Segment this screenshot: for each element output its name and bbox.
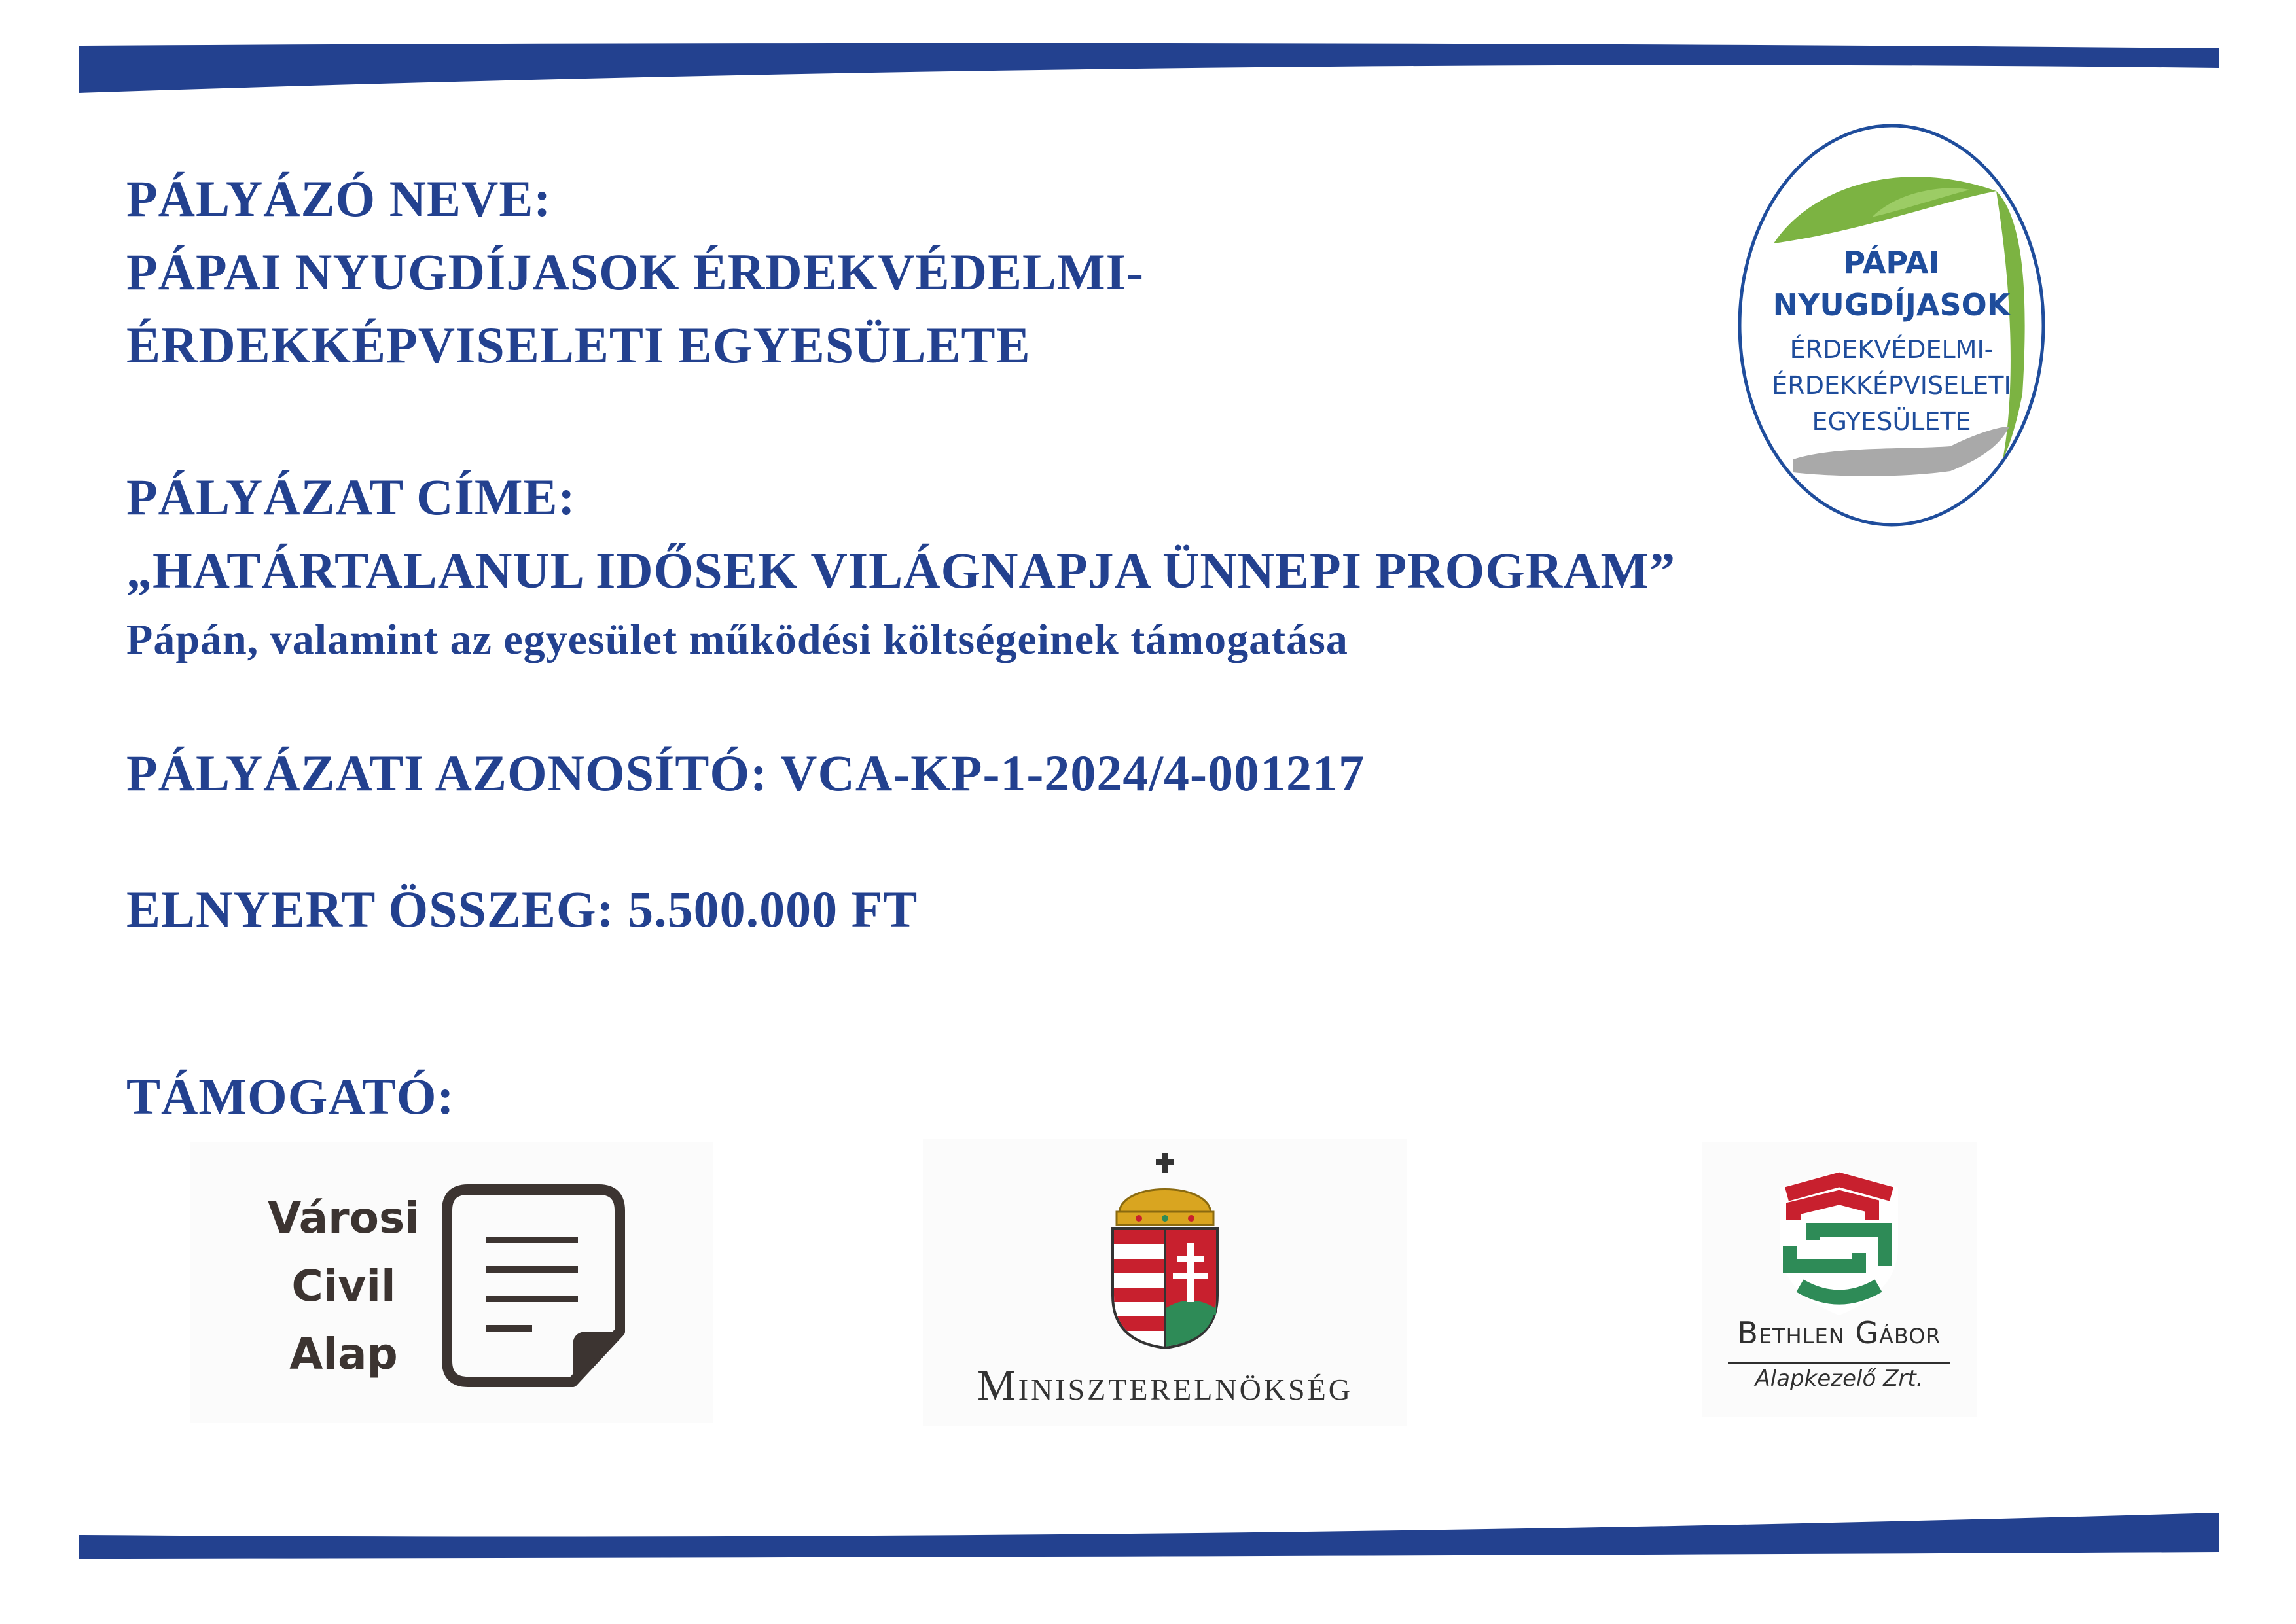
vca-wordmark xyxy=(265,1184,422,1388)
project-title: „HATÁRTALANUL IDŐSEK VILÁGNAPJA ÜNNEPI PROGRAM” xyxy=(126,542,1676,599)
logo-line3: ÉRDEKVÉDELMI- xyxy=(1789,335,1994,364)
hungarian-coat-of-arms-icon xyxy=(1100,1152,1230,1351)
bottom-band xyxy=(0,1511,2296,1577)
association-logo xyxy=(1734,119,2049,531)
project-identifier: PÁLYÁZATI AZONOSÍTÓ: VCA-KP-1-2024/4-001217 xyxy=(126,745,1365,802)
vca-line3: Alap xyxy=(289,1329,398,1379)
sprout-hand-icon xyxy=(1734,119,2049,531)
ministry-name: Miniszterelnökség xyxy=(977,1362,1353,1409)
top-band xyxy=(0,39,2296,98)
awarded-amount: ELNYERT ÖSSZEG: 5.500.000 FT xyxy=(126,881,918,938)
logo-line5: EGYESÜLETE xyxy=(1812,407,1971,436)
project-label: PÁLYÁZAT CÍME: xyxy=(126,468,576,525)
bga-emblem-icon xyxy=(1774,1168,1905,1318)
applicant-name-line2: ÉRDEKKÉPVISELETI EGYESÜLETE xyxy=(126,317,1031,374)
applicant-label: PÁLYÁZÓ NEVE: xyxy=(126,170,552,227)
bga-divider xyxy=(1728,1362,1950,1364)
project-subtitle: Pápán, valamint az egyesület működési költségeinek támogatása xyxy=(126,616,1348,663)
sponsor-label: TÁMOGATÓ: xyxy=(126,1068,455,1125)
vca-logo xyxy=(190,1142,713,1423)
vca-line2: Civil xyxy=(291,1261,396,1311)
ministry-logo xyxy=(923,1139,1407,1426)
applicant-name-line1: PÁPAI NYUGDÍJASOK ÉRDEKVÉDELMI- xyxy=(126,243,1144,300)
vca-line1: Városi xyxy=(268,1193,420,1243)
bga-logo xyxy=(1702,1142,1977,1417)
bga-subtitle: Alapkezelő Zrt. xyxy=(1755,1366,1924,1392)
bga-name: Bethlen Gábor xyxy=(1737,1315,1941,1350)
document-icon xyxy=(442,1184,625,1387)
logo-line1: PÁPAI xyxy=(1843,245,1940,280)
logo-line4: ÉRDEKKÉPVISELETI xyxy=(1772,371,2011,400)
logo-line2: NYUGDÍJASOK xyxy=(1772,287,2011,323)
